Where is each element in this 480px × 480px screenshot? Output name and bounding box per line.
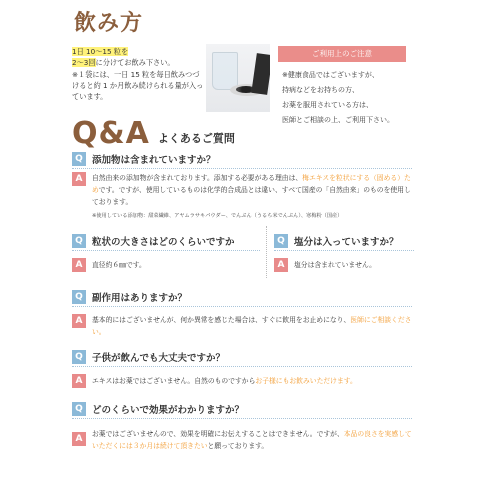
qa-title: Q&A [72, 116, 150, 151]
question-text: 子供が飲んでも大丈夫ですか？ [92, 353, 226, 364]
answer-text: エキスはお薬ではございません。自然のものですから [92, 377, 256, 385]
answer-text: 塩分は含まれていません。 [294, 261, 376, 269]
answer-text: 基本的にはございませんが、何か異常を感じた場合は、すぐに飲用をお止めになり、 [92, 316, 351, 324]
divider [72, 168, 412, 169]
answer-6 [92, 428, 414, 452]
a-badge: A [72, 172, 86, 186]
caution-heading: ご利用上のご注意 [278, 46, 406, 62]
divider [72, 366, 412, 367]
q-badge: Q [72, 350, 86, 364]
answer-1-badge-row [72, 172, 86, 186]
dosage-line-2: に分けてお飲み下さい。 [95, 58, 175, 67]
question-text: 粒状の大きさはどのくらいですか [92, 237, 235, 248]
answer-text: 直径約６㎜です。 [92, 261, 146, 269]
answer-highlight: 医師にご相談ください。 [92, 316, 412, 336]
question-6 [72, 402, 244, 416]
q-badge: Q [72, 402, 86, 416]
question-text: 副作用はありますか？ [92, 293, 188, 304]
a-badge: A [274, 258, 288, 272]
answer-3 [274, 258, 376, 272]
caution-line: 医師とご相談の上、ご利用下さい。 [282, 116, 394, 124]
question-4 [72, 290, 187, 304]
question-text: 添加物は含まれていますか？ [92, 155, 216, 166]
question-2 [72, 234, 235, 248]
a-badge: A [72, 374, 86, 388]
question-3 [274, 234, 399, 248]
answer-highlight: 本品の良さを実感していただくには３か月は続けて頂きたい [92, 430, 412, 450]
pouch-image [251, 53, 270, 95]
answer-highlight: 梅エキスを粒状にする（固める）ため [92, 174, 411, 194]
qa-subtitle: よくあるご質問 [157, 132, 235, 145]
question-5 [72, 350, 225, 364]
question-text: どのくらいで効果がわかりますか？ [92, 405, 245, 416]
answer-6-badge-row [72, 432, 86, 446]
answer-text: お薬ではございませんので、効果を明確にお伝えすることはできません。ですが、 [92, 430, 344, 438]
product-photo [206, 44, 270, 112]
dosage-times: 2～3回 [72, 58, 96, 67]
q-badge: Q [72, 290, 86, 304]
dosage-section [72, 46, 204, 102]
answer-text: です。ですが、使用しているものは化学的合成品とは違い、すべて国産の「自然由来」のものを使用しております。 [92, 186, 411, 206]
answer-5 [92, 375, 422, 387]
divider [72, 306, 412, 307]
caution-line: お薬を服用されている方は、 [282, 101, 373, 109]
answer-5-badge-row [72, 374, 86, 388]
answer-2 [72, 258, 146, 272]
divider [274, 250, 414, 251]
column-divider [266, 226, 267, 278]
answer-text: 自然由来の添加物が含まれております。添加する必要がある理由は、 [92, 174, 303, 182]
dosage-line-1: 1日 10～15 粒を [72, 47, 129, 56]
additive-note: ※使用している添加物：甜菜繊維、アヤムラサキパウダー、でんぷん（うるち米でんぷん）、寒梅粉（国産） [92, 213, 343, 219]
a-badge: A [72, 432, 86, 446]
a-badge: A [72, 258, 86, 272]
q-badge: Q [72, 234, 86, 248]
answer-1 [92, 172, 414, 208]
q-badge: Q [72, 152, 86, 166]
answer-text: と願っております。 [207, 442, 269, 450]
divider [72, 250, 260, 251]
question-1 [72, 152, 216, 166]
caution-line: ※健康食品ではございますが、 [282, 71, 379, 79]
answer-4-badge-row [72, 314, 86, 328]
water-glass-image [212, 52, 238, 90]
qa-header [72, 116, 235, 151]
caution-line: 持病などをお持ちの方、 [282, 86, 359, 94]
page-title: 飲み方 [74, 11, 144, 36]
answer-highlight: お子様にもお飲みいただけます。 [255, 377, 357, 385]
question-text: 塩分は入っていますか？ [294, 237, 399, 248]
dosage-note: ※１袋には、一日 15 粒を毎日飲みつづけると約 1 か月飲み続けられる量が入っています。 [72, 70, 204, 101]
a-badge: A [72, 314, 86, 328]
caution-body [282, 68, 412, 128]
divider [72, 418, 412, 419]
answer-4 [92, 314, 414, 338]
q-badge: Q [274, 234, 288, 248]
